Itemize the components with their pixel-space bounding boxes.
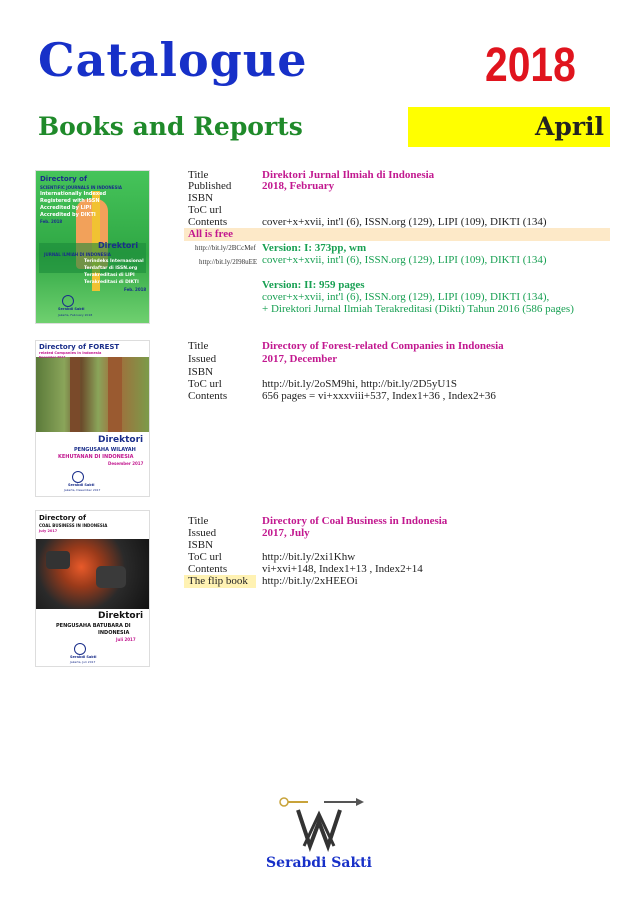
label-title: Title — [188, 340, 209, 352]
label-contents: Contents — [188, 216, 228, 228]
cover-line: related Companies in Indonesia — [39, 351, 102, 355]
cover-logo-icon — [62, 295, 74, 307]
cover-line: COAL BUSINESS IN INDONESIA — [39, 523, 108, 528]
cover-sub: Terindeks Internasional — [84, 259, 144, 264]
catalogue-title: Catalogue — [38, 33, 308, 87]
label-published: Published — [188, 180, 232, 192]
cover-sub: Terakreditasi di LIPI — [84, 273, 135, 278]
cover-publisher: Serabdi Sakti — [70, 655, 97, 659]
value-toc-url[interactable]: http://bit.ly/2xi1Khw — [262, 551, 356, 563]
month-badge: April — [408, 107, 610, 147]
cover-sub: PENGUSAHA BATUBARA DI — [56, 623, 131, 629]
publisher-name: Serabdi Sakti — [266, 855, 372, 871]
cover-sub: PENGUSAHA WILAYAH — [74, 447, 136, 453]
publisher-logo-icon — [264, 792, 374, 857]
value-title: Direktori Jurnal Ilmiah di Indonesia — [262, 169, 435, 181]
cover-logo-icon — [74, 643, 86, 655]
value-contents: 656 pages = vi+xxxviii+537, Index1+36 , Index2+36 — [262, 390, 496, 402]
catalogue-year: 2018 — [485, 39, 576, 92]
free-banner — [184, 228, 610, 241]
cover-sub: JURNAL ILMIAH DI INDONESIA — [44, 252, 111, 257]
version-2-text: cover+x+xvii, int'l (6), ISSN.org (129), LIPI (109), DIKTI (134), — [262, 291, 550, 303]
label-contents: Contents — [188, 390, 228, 402]
url-link[interactable]: http://bit.ly/2BCcMef — [195, 244, 256, 252]
cover-sub: Terdaftar di ISSN.org — [84, 266, 138, 271]
label-isbn: ISBN — [188, 192, 214, 204]
version-1-title: Version: I: 373pp, wm — [262, 242, 367, 254]
label-issued: Issued — [188, 353, 217, 365]
version-2-title: Version: II: 959 pages — [262, 279, 365, 291]
cover-sub: INDONESIA — [98, 630, 130, 636]
cover-pub-date: Jakarta, Juli 2017 — [70, 660, 96, 664]
cover-publisher: Serabdi Sakti — [68, 483, 95, 487]
cover-sub: KEHUTANAN DI INDONESIA — [58, 454, 134, 460]
cover-line: Directory of FOREST — [39, 343, 120, 351]
label-toc-url: ToC url — [188, 378, 222, 390]
value-issued: 2017, July — [262, 527, 310, 539]
version-1-text: cover+x+xvii, int'l (6), ISSN.org (129), LIPI (109), DIKTI (134) — [262, 254, 547, 266]
cover-title-id: Direktori — [98, 435, 144, 445]
cover-sub: Juli 2017 — [116, 637, 136, 642]
free-label: All is free — [188, 228, 234, 240]
cover-line: Accredited by LIPI — [40, 205, 92, 211]
book-cover-coal — [35, 510, 150, 667]
cover-publisher: Serabdi Sakti — [58, 307, 85, 311]
value-issued: 2017, December — [262, 353, 338, 365]
cover-pub-date: Jakarta, February 2018 — [58, 313, 93, 317]
value-flip-book[interactable]: http://bit.ly/2xHEEOi — [262, 575, 358, 587]
value-contents: vi+xvi+148, Index1+13 , Index2+14 — [262, 563, 423, 575]
label-toc-url: ToC url — [188, 204, 222, 216]
label-toc-url: ToC url — [188, 551, 222, 563]
cover-line: Directory of — [39, 514, 87, 522]
cover-line: SCIENTIFIC JOURNALS IN INDONESIA — [40, 185, 122, 190]
cover-title-id: Direktori — [98, 611, 144, 621]
label-isbn: ISBN — [188, 539, 214, 551]
version-2-extra: + Direktori Jurnal Ilmiah Terakreditasi (Dikti) Tahun 2016 (586 pages) — [262, 303, 574, 315]
cover-sub: Feb. 2018 — [124, 287, 147, 292]
cover-title-id: Direktori — [98, 241, 139, 250]
cover-logo-icon — [72, 471, 84, 483]
label-issued: Issued — [188, 527, 217, 539]
cover-sub: Terakreditasi di DIKTI — [84, 280, 139, 285]
catalogue-subtitle: Books and Reports — [38, 112, 303, 141]
value-title: Directory of Forest-related Companies in Indonesia — [262, 340, 504, 352]
cover-line: July 2017 — [39, 529, 58, 533]
cover-pub-date: Jakarta, Desember 2017 — [64, 488, 101, 492]
label-flip-book: The flip book — [188, 575, 248, 587]
label-title: Title — [188, 515, 209, 527]
label-isbn: ISBN — [188, 366, 214, 378]
cover-line: Accredited by DIKTI — [40, 212, 96, 218]
value-published: 2018, February — [262, 180, 335, 192]
label-contents: Contents — [188, 563, 228, 575]
value-toc-url[interactable]: http://bit.ly/2oSM9hi, http://bit.ly/2D5yU1S — [262, 378, 457, 390]
cover-line: Feb. 2018 — [40, 219, 63, 224]
cover-line: Registered with ISSN — [40, 198, 100, 204]
label-title: Title — [188, 169, 209, 181]
url-link[interactable]: http://bit.ly/2I98uEE — [199, 258, 258, 266]
cover-sub: Desember 2017 — [108, 461, 144, 466]
value-contents: cover+x+xvii, int'l (6), ISSN.org (129), LIPI (109), DIKTI (134) — [262, 216, 547, 228]
cover-line: December 2017 — [39, 355, 66, 359]
cover-line: Internationally Indexed — [40, 191, 107, 197]
cover-line: Directory of — [40, 175, 88, 183]
book-cover-journals — [35, 170, 150, 324]
book-cover-forest — [35, 340, 150, 497]
value-title: Directory of Coal Business in Indonesia — [262, 515, 448, 527]
